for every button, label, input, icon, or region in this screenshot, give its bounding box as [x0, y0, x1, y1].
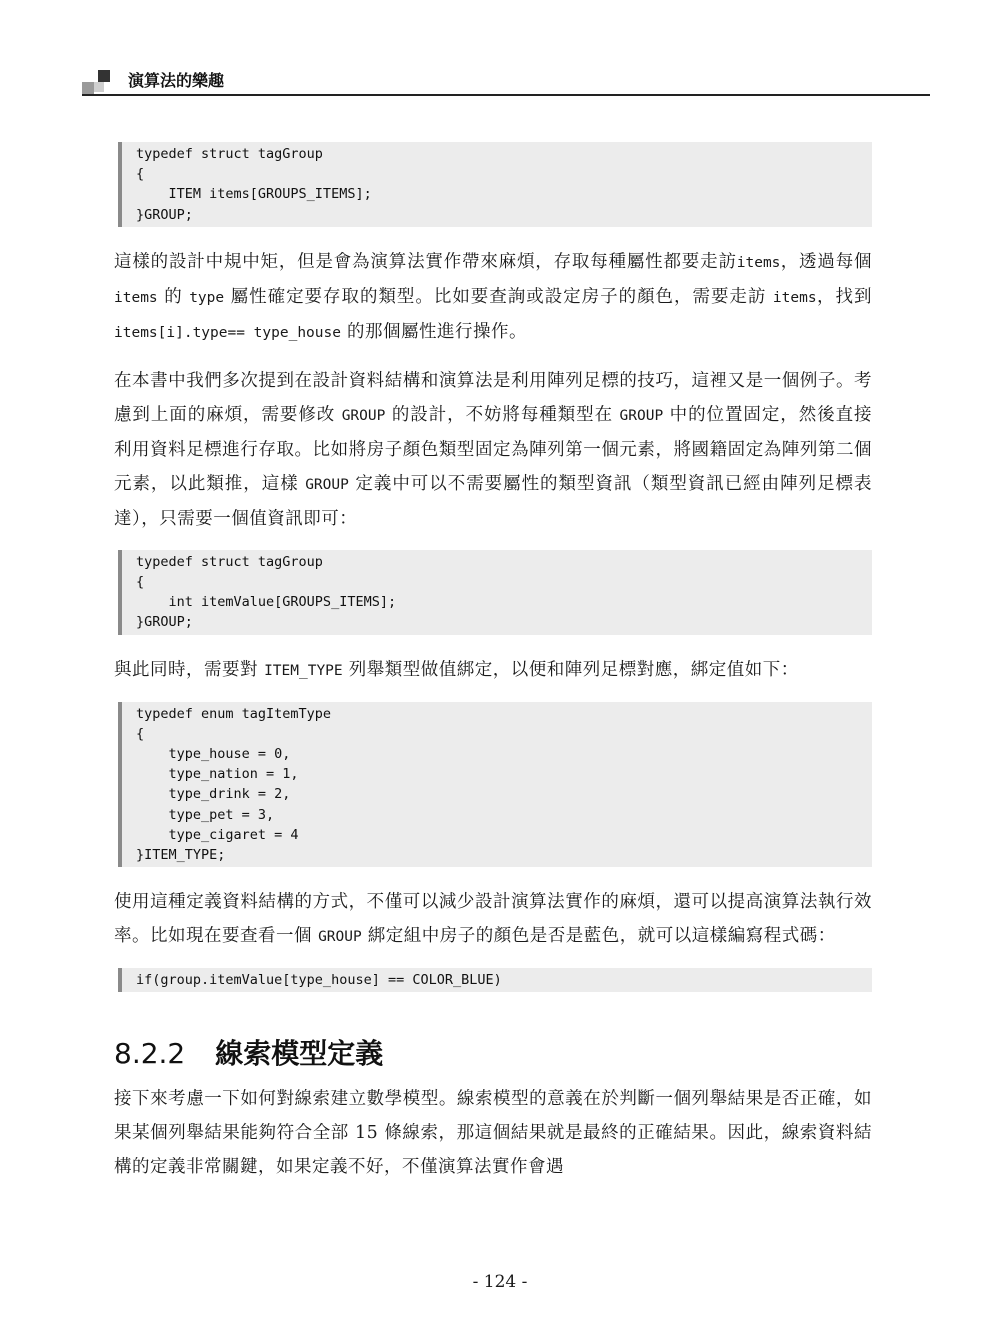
section-title: 線索模型定義 [215, 1037, 384, 1071]
page-number: - 124 - [472, 1272, 528, 1292]
section-heading [114, 1032, 872, 1072]
paragraph-1: 這樣的設計中規中矩，但是會為演算法實作帶來麻煩，存取每種屬性都要走訪items，透過每個 items 的 type 屬性確定要存取的類型。比如要查詢或設定房子的顏色，需要走訪 items，找到 items[i].type== type_house 的那個屬性進行操作。 [114, 251, 873, 342]
paragraph-4: 使用這種定義資料結構的方式，不僅可以減少設計演算法實作的麻煩，還可以提高演算法執行效率。比如現在要查看一個 GROUP 綁定組中房子的顏色是否是藍色，就可以這樣編寫程式碼： [114, 892, 872, 947]
page-header [82, 64, 930, 96]
book-title: 演算法的樂趣 [128, 71, 225, 90]
header-divider [82, 94, 930, 96]
paragraph-3: 與此同時，需要對 ITEM_TYPE 列舉類型做值綁定，以便和陣列足標對應，綁定值如下： [114, 659, 799, 680]
paragraph-5: 接下來考慮一下如何對線索建立數學模型。線索模型的意義在於判斷一個列舉結果是否正確，如果某個列舉結果能夠符合全部 15 條線索，那這個結果就是最終的正確結果。因此，線索資料結構的定義非常關鍵，如果定義不好，不僅演算法實作會遇 [114, 1089, 872, 1178]
paragraph-2: 在本書中我們多次提到在設計資料結構和演算法是利用陣列足標的技巧，這裡又是一個例子。考慮到上面的麻煩，需要修改 GROUP 的設計，不妨將每種類型在 GROUP 中的位置固定，然後直接利用資料足標進行存取。比如將房子顏色類型固定為陣列第一個元素，將國籍固定為陣列第二個元素，以此類推，這樣 GROUP 定義中可以不需要屬性的類型資訊（類型資訊已經由陣列足標表達），只需要一個值資訊即可： [114, 370, 873, 529]
page-content [114, 142, 872, 1198]
code-block-group-struct: typedef struct tagGroup { ITEM items[GROUPS_ITEMS]; }GROUP; [118, 142, 872, 227]
header-squares-icon [82, 70, 110, 94]
section-number: 8.2.2 [114, 1037, 186, 1071]
code-block-group-itemvalue: typedef struct tagGroup { int itemValue[GROUPS_ITEMS]; }GROUP; [118, 550, 872, 635]
code-block-item-type-enum: typedef enum tagItemType { type_house = 0, type_nation = 1, type_drink = 2, type_pet = 3, type_cigaret = 4 }ITEM_TYPE; [118, 702, 872, 868]
code-block-if-statement: if(group.itemValue[type_house] == COLOR_BLUE) [118, 968, 872, 992]
